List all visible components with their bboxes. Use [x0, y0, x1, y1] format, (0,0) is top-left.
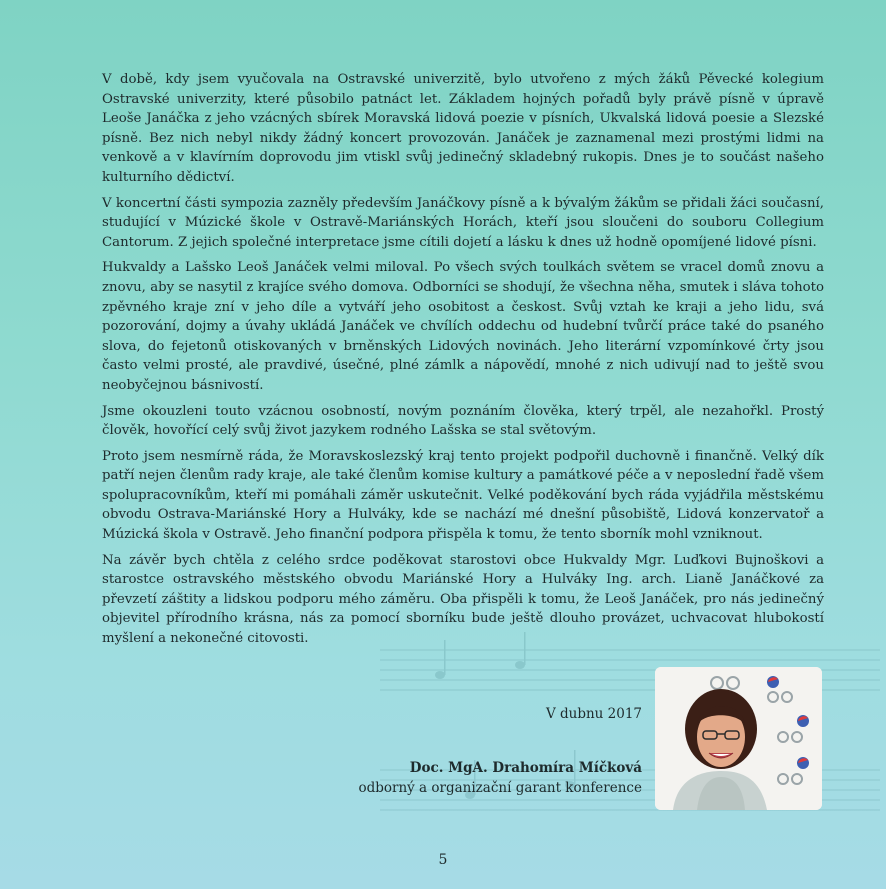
paragraph: Jsme okouzleni touto vzácnou osobností, novým poznáním člověka, který trpěl, ale nezahořkl. Prostý člověk, hovořící celý svůj život jazykem rodného Lašska se stal světovým. [102, 403, 824, 439]
date-line: V dubnu 2017 [545, 706, 642, 722]
paragraph: Hukvaldy a Lašsko Leoš Janáček velmi miloval. Po všech svých toulkách světem se vracel domů znovu a znovu, aby se nasytil z krajíce svého domova. Odborníci se shodují, že všechna něha, smutek i sláva tohoto zpěvného kraje zní v jeho díle a vytváří jeho osobitost a českost. Svůj vztah ke kraji a jeho lidu, svá pozorování, dojmy a úvahy ukládá Janáček ve chvílích oddechu od hudební tvůrčí práce také do psaného slova, do fejetonů otiskovaných v brněnských Lidových novinách. Jeho literární vzpomínkové črty jsou často velmi prosté, ale pravdivé, úsečné, plné zámlk a nápovědí, mnohé z nich udivují nad to ještě svou neobyčejnou básnivostí. [102, 260, 824, 393]
paragraph: Proto jsem nesmírně ráda, že Moravskoslezský kraj tento projekt podpořil duchovně i finančně. Velký dík patří nejen členům rady kraje, ale také členům komise kultury a památkové péče a v neposlední řadě všem spolupracovníkům, kteří mi pomáhali záměr uskutečnit. Velké poděkování bych ráda vyjádřila městskému obvodu Ostrava-Mariánské Hory a Hulváky, kde se nachází mé dnešní působiště, Lidová konzervatoř a Múzická škola v Ostravě. Jeho finanční podpora přispěla k tomu, že tento sborník mohl vzniknout. [102, 448, 824, 543]
signature-block [358, 758, 642, 798]
paragraph: V době, kdy jsem vyučovala na Ostravské univerzitě, bylo utvořeno z mých žáků Pěvecké kolegium Ostravské univerzity, které působilo patnáct let. Základem hojných pořadů byly právě písně v úpravě Leoše Janáčka z jeho vzácných sbírek Moravská lidová poezie v písních, Ukvalská lidová poesie a Slezské písně. Bez nich nebyl nikdy žádný koncert provozován. Janáček je zaznamenal mezi prostými lidmi na venkově a v klavírním doprovodu jim vtiskl svůj jedinečný skladebný rukopis. Dnes je to součást našeho kulturního dědictví. [102, 72, 824, 185]
author-role: odborný a organizační garant konference [358, 780, 642, 796]
paragraph: Na závěr bych chtěla z celého srdce poděkovat starostovi obce Hukvaldy Mgr. Luďkovi Bujnoškovi a starostce ostravského městského obvodu Mariánské Hory a Hulváky Ing. arch. Lianě Janáčkové za převzetí záštity a lidskou podporu mého záměru. Oba přispěli k tomu, že Leoš Janáček, pro nás jedinečný objevitel přírodního krásna, nás za pomocí sborníku bude ještě dlouho provázet, uchvacovat hlubokostí myšlení a nekonečné citovosti. [102, 552, 824, 647]
body-text [102, 70, 824, 655]
page-number: 5 [438, 852, 448, 868]
author-photo [655, 667, 822, 810]
paragraph: V koncertní části sympozia zazněly především Janáčkovy písně a k bývalým žákům se přidali žáci současní, studující v Múzické škole v Ostravě-Mariánských Horách, kteří jsou sloučeni do souboru Collegium Cantorum. Z jejich společné interpretace jsme cítili dojetí a lásku k dnes už hodně opomíjené lidové písni. [102, 195, 824, 250]
author-name: Doc. MgA. Drahomíra Míčková [409, 760, 642, 776]
